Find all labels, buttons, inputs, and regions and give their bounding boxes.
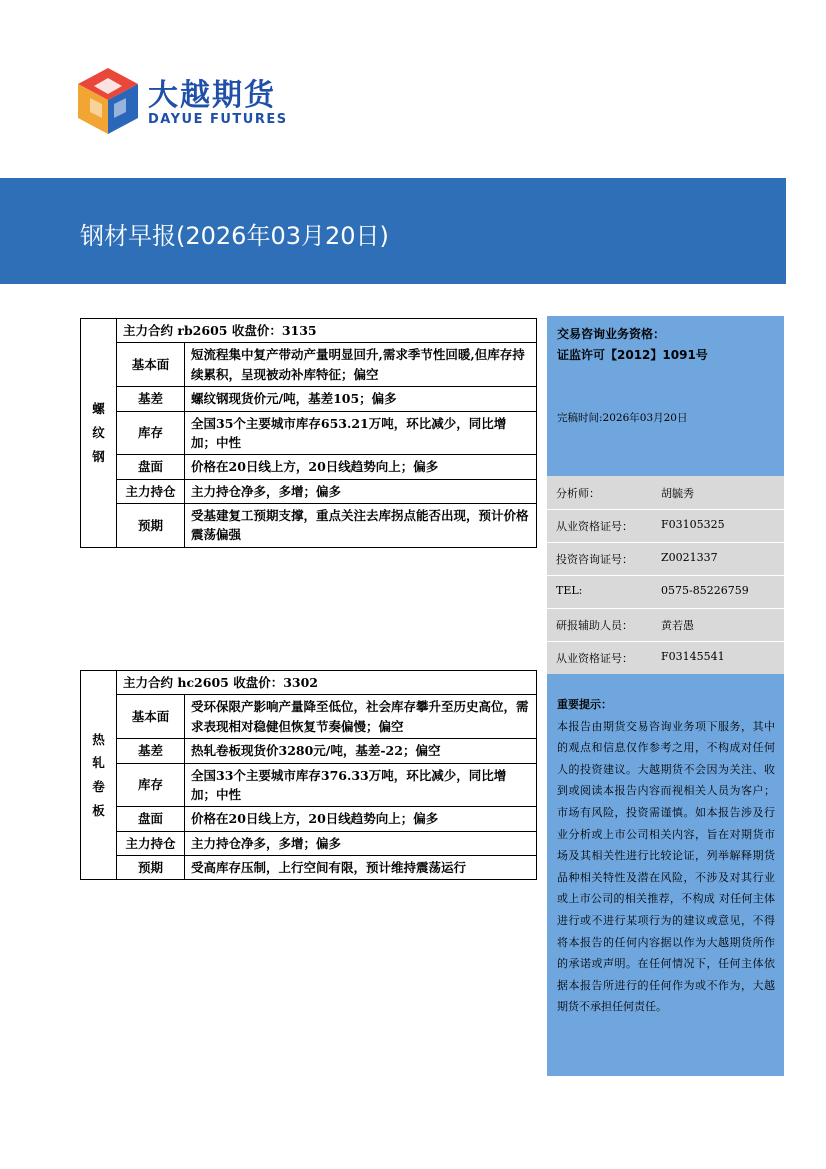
analyst-value: F03145541 [661,650,725,663]
license-number: 证监许可【2012】1091号 [557,348,708,362]
row-label: 基本面 [117,343,185,387]
side-char: 轧 [92,755,105,771]
row-value: 受高库存压制，上行空间有限，预计维持震荡运行 [185,856,537,880]
row-value: 全国35个主要城市库存653.21万吨，环比减少，同比增加；中性 [185,411,537,455]
notice-body: 本报告由期货交易咨询业务项下服务，其中的观点和信息仅作参考之用，不构成对任何人的投资建议。大越期货不会因为关注、收到或阅读本报告内容而视相关人员为客户；市场有风险，投资需谨慎。如本报告涉及行业分析或上市公司相关内容，旨在对期货市场及其相关性进行比较论证，列举解释期货品种相关特性及潜在风险，不涉及对其行业或上市公司的相关推荐，不构成 对任何主体进行或不进行某项行为的建议或意见，不得将本报告的任何内容据以作为大越期货所作的承诺或声明。在任何情况下，任何主体依据本报告所进行的任何作为或不作为，大越期货不承担任何责任。 [557,719,775,1014]
rebar-side-label [81,319,117,548]
qualification-title: 交易咨询业务资格： [557,327,666,341]
qualification-block [557,324,777,366]
company-logo [76,66,306,138]
row-value: 主力持仓净多，多增；偏多 [185,831,537,855]
page-title: 钢材早报(2026年03月20日) [80,222,389,250]
hrc-contract-line: 主力合约 hc2605 收盘价：3302 [117,671,537,695]
logo-name-cn: 大越期货 [148,78,276,113]
row-value: 价格在20日线上方，20日线趋势向上；偏多 [185,455,537,479]
row-label: 库存 [117,763,185,807]
analyst-row [547,509,784,543]
analyst-value: 胡毓秀 [661,487,694,500]
rebar-table [80,318,537,548]
qualification-panel [547,316,784,476]
row-value: 受环保限产影响产量降至低位，社会库存攀升至历史高位，需求表现相对稳健但恢复节奏偏慢；偏空 [185,695,537,739]
row-label: 库存 [117,411,185,455]
row-value: 螺纹钢现货价元/吨，基差105；偏多 [185,387,537,411]
hrc-table [80,670,537,880]
analyst-row [547,476,784,510]
row-label: 基本面 [117,695,185,739]
row-label: 盘面 [117,455,185,479]
completion-time: 完稿时间:2026年03月20日 [557,412,688,424]
row-label: 基差 [117,739,185,763]
row-value: 短流程集中复产带动产量明显回升,需求季节性回暖,但库存持续累积，呈现被动补库特征；偏空 [185,343,537,387]
row-label: 预期 [117,856,185,880]
row-value: 全国33个主要城市库存376.33万吨，环比减少，同比增加；中性 [185,763,537,807]
side-char: 板 [92,802,105,818]
analyst-row [547,641,784,674]
analyst-value: 黄若愚 [661,619,694,632]
row-label: 预期 [117,504,185,548]
side-char: 钢 [92,448,105,464]
analyst-key: 投资咨询证号： [556,553,633,566]
row-value: 受基建复工预期支撑，重点关注去库拐点能否出现，预计价格震荡偏强 [185,504,537,548]
title-banner [0,178,786,284]
analyst-key: TEL: [556,584,583,597]
row-label: 主力持仓 [117,479,185,503]
notice-title: 重要提示： [557,698,612,711]
row-value: 主力持仓净多，多增；偏多 [185,479,537,503]
side-char: 卷 [92,779,105,795]
analyst-key: 从业资格证号： [556,520,633,533]
side-char: 螺 [92,401,105,417]
analyst-row [547,608,784,642]
analyst-row [547,542,784,576]
row-label: 主力持仓 [117,831,185,855]
analyst-value: Z0021337 [661,551,718,564]
analyst-panel [547,476,784,674]
notice-panel [547,674,784,1076]
analyst-value: 0575-85226759 [661,584,749,597]
hrc-side-label [81,671,117,880]
row-value: 热轧卷板现货价3280元/吨，基差-22；偏空 [185,739,537,763]
row-label: 盘面 [117,807,185,831]
analyst-value: F03105325 [661,518,725,531]
analyst-key: 分析师： [556,487,600,500]
row-value: 价格在20日线上方，20日线趋势向上；偏多 [185,807,537,831]
analyst-key: 研报辅助人员： [556,619,633,632]
analyst-row [547,575,784,609]
analyst-key: 从业资格证号： [556,652,633,665]
disclaimer [557,694,775,1018]
rebar-contract-line: 主力合约 rb2605 收盘价：3135 [117,319,537,343]
cube-logo-icon [76,66,140,136]
side-char: 热 [92,731,105,747]
side-char: 纹 [92,425,105,440]
logo-name-en: DAYUE FUTURES [148,112,288,127]
row-label: 基差 [117,387,185,411]
